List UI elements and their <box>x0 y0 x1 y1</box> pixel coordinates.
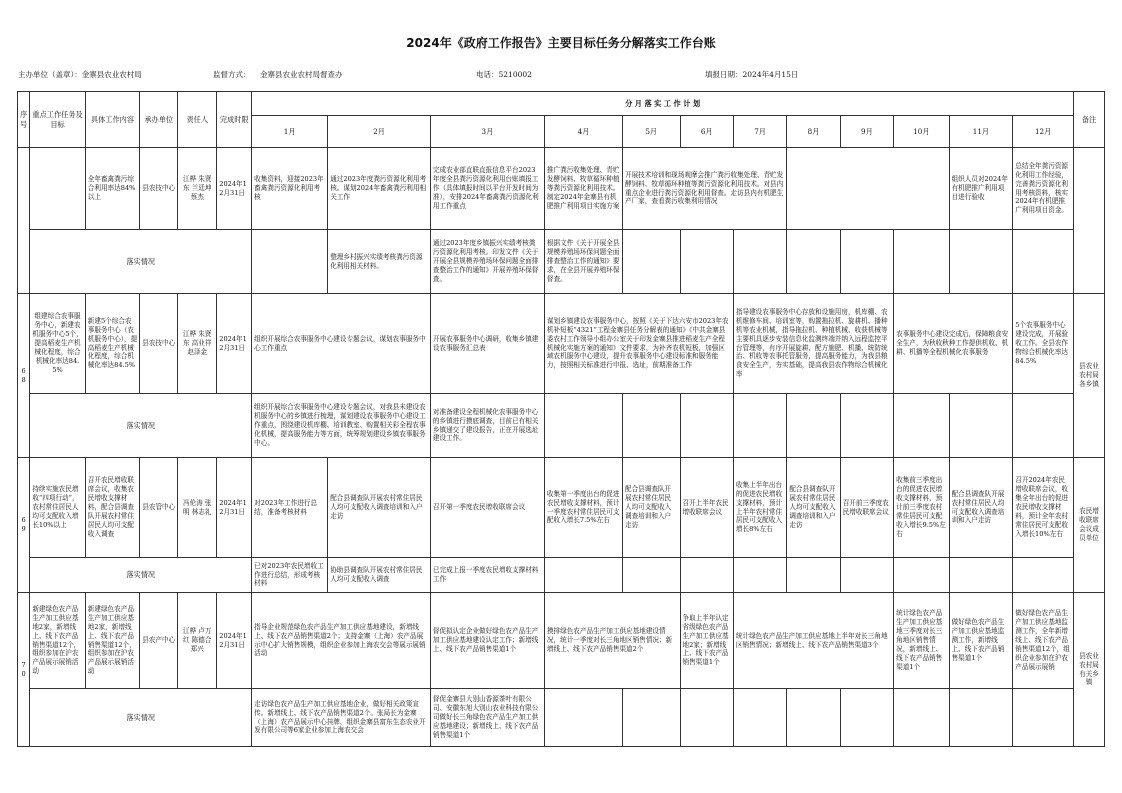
situation-row <box>18 689 1105 747</box>
situation-cell <box>949 230 1013 294</box>
header-content: 具体工作内容 <box>85 92 139 148</box>
row-seq: 69 <box>18 458 30 593</box>
row-content: 新建5个综合农事服务中心（农机服务中心），提高稻麦生产机械化程度，综合机械化率达84.5% <box>85 294 139 394</box>
header-month: 11月 <box>949 116 1013 148</box>
row-month-plan: 组织开展综合农事服务中心建设专题会议，谋划农事服务中心工作重点 <box>252 294 431 394</box>
row-month-plan: 推广粪污收集处理、青贮发酵饲料、牧草循环种植等粪污资源化利用技术。制定2024年金寨县有机肥推广利用项目实施方案 <box>544 148 622 230</box>
row-month-plan: 通过2023年度粪污资源化利用考核。谋划2024年畜禽粪污利用相关工作 <box>328 148 431 230</box>
row-deadline: 2024年12月31日 <box>217 593 252 689</box>
row-month-plan: 开展技术培训和现场观摩会推广粪污收集处理、青贮发酵饲料、牧草循环种植等粪污资源化利用技术。对县内重点企业进行粪污资源化利用督查。走访县内有机肥生产厂家，查看粪污收集利用情况 <box>622 148 786 230</box>
row-goal <box>30 148 85 230</box>
row-month-plan: 收集资料，迎接2023年畜禽粪污资源化利用考核 <box>252 148 328 230</box>
row-month-plan: 对2023年工作进行总结，准备考核材料 <box>252 458 328 558</box>
row-content: 全年畜禽粪污综合利用率达84%以上 <box>85 148 139 230</box>
row-month-plan: 收集第一季度出台的促进农民增收支撑材料，预计一季度农村常住居民可支配收入增长7.5%左右 <box>544 458 622 558</box>
situation-cell <box>840 689 893 747</box>
row-month-plan: 统计绿色农产品生产加工供应基地三季度对长三角地区销售情况，新增线上、线下农产品销售渠道1个 <box>894 593 949 689</box>
row-goal: 新建绿色农产品生产加工供应基地2家，新增线上、线下农产品销售渠道12个，组织参加在沪农产品展示展销活动 <box>30 593 85 689</box>
row-month-plan: 指导企业规范绿色农产品生产加工供应基地建设，新增线上、线下农产品销售渠道2个；支持金寨（上海）农产品展示中心扩大销售规模，组织企业参加上海农交会等展示展销活动 <box>252 593 431 689</box>
row-month-plan: 争取上半年认定省级绿色农产品生产加工供应基地2家；新增线上、线下农产品销售渠道1个 <box>680 593 733 689</box>
header-month: 3月 <box>430 116 544 148</box>
row-note: 农民增收联席会议成员单位 <box>1074 458 1105 593</box>
header-month: 4月 <box>544 116 622 148</box>
situation-cell <box>622 558 680 593</box>
organizer: 主办单位（盖章）：金寨县农业农村局 <box>18 70 142 79</box>
task-row <box>18 294 1105 394</box>
row-month-plan: 总结全年粪污资源化利用工作经验，完善粪污资源化利用考核资料，核实2024年有机肥推广利用项目资金。 <box>1013 148 1074 230</box>
row-month-plan: 召开上半年农民增收联席会议 <box>680 458 733 558</box>
header-month: 10月 <box>894 116 949 148</box>
supervise-method: 金寨县农业农村局督查办 <box>260 70 343 79</box>
row-person: 江桦 朱贤东 高业祥 赵泽金 <box>178 294 217 394</box>
row-content: 新建绿色农产品生产加工供应基地2家，新增线上、线下农产品销售渠道12个，组织参加在沪农产品展示展销活动 <box>85 593 139 689</box>
situation-cell <box>680 230 733 294</box>
situation-cell <box>1013 689 1074 747</box>
header-plan: 分 月 落 实 工 作 计 划 <box>252 92 1074 116</box>
situation-row <box>18 394 1105 458</box>
situation-cell <box>680 558 733 593</box>
situation-cell: 走访绿色农产品生产加工供应基地企业，做好相关政策宣传。新增线上、线下农产品销售渠道2个。张局长为金寨（上海）农产品展示中心挂牌，组织金寨县富东生态农业开发有限公司等6家企业参加上海农交会 <box>252 689 431 747</box>
row-month-plan: 完成农业部直联直报信息平台2023年度全县粪污资源化利用台账填报工作（具体填报时间以平台开发时间为准），安排2024年畜禽粪污资源化利用工作重点 <box>430 148 544 230</box>
row-month-plan: 农事服务中心建设完成后，保障粮食安全生产，为秋收秋种工作提供机收、机耕、机播等全程机械化农事服务 <box>894 294 1013 394</box>
row-month-plan: 统计绿色农产品生产加工供应基地上半年对长三角地区销售情况；新增线上、线下农产品销售渠道3个 <box>733 593 893 689</box>
situation-cell <box>787 230 840 294</box>
situation-cell <box>544 558 622 593</box>
task-row <box>18 148 1105 230</box>
situation-cell: 组织开展综合农事服务中心建设专题会议，对我县未建设农机服务中心的乡镇进行梳理，谋划建设农事服务中心建设工作重点，围绕建设机库棚、培训教室、购置相关彩全程农事化机械，提高服务能力等方面，统筹规划建设乡镇农事服务中心。 <box>252 394 431 458</box>
situation-row <box>18 558 1105 593</box>
row-seq <box>18 148 30 294</box>
header-unit: 承办单位 <box>140 92 178 148</box>
row-month-plan: 做好绿色农产品生产加工供应基地监测工作，全年新增线上、线下农产品销售渠道12个，组织企业参加在沪农产品展示展销 <box>1013 593 1074 689</box>
situation-cell <box>733 230 786 294</box>
situation-cell <box>787 689 840 747</box>
situation-cell: 已对2023年农民增收工作进行总结，形成考核材料 <box>252 558 328 593</box>
situation-label: 落实情况 <box>30 689 252 747</box>
situation-cell <box>544 394 622 458</box>
row-unit: 县农技中心 <box>140 148 178 230</box>
header-seq: 序号 <box>18 92 30 148</box>
situation-cell <box>840 558 893 593</box>
situation-cell <box>1013 558 1074 593</box>
situation-cell <box>252 230 328 294</box>
situation-cell <box>680 394 733 458</box>
row-unit: 县农管中心 <box>140 458 178 558</box>
situation-label: 落实情况 <box>30 230 252 294</box>
row-unit: 县农产中心 <box>140 593 178 689</box>
situation-cell <box>840 230 893 294</box>
row-deadline: 2024年12月31日 <box>217 294 252 394</box>
row-month-plan: 召开第一季度农民增收联席会议 <box>430 458 544 558</box>
situation-cell: 已完成上报一季度农民增收支撑材料工作 <box>430 558 544 593</box>
supervise-label: 监督方式： <box>213 70 251 79</box>
situation-cell <box>622 689 680 747</box>
situation-cell <box>949 558 1013 593</box>
situation-label: 落实情况 <box>30 558 252 593</box>
situation-cell <box>894 394 949 458</box>
header-month: 2月 <box>328 116 431 148</box>
situation-cell <box>622 394 680 458</box>
row-person: 江桦 朱贤东 兰廷坤 蔡杰 <box>178 148 217 230</box>
fill-date: 填报日期：2024年4月15日 <box>705 70 799 79</box>
situation-cell: 对准备建设全程机械化农事服务中心的乡镇进行摸底调查，目前已有相关乡镇递交了建设报告，正在开展选址建设工作。 <box>430 394 544 458</box>
situation-cell <box>894 558 949 593</box>
row-month-plan: 指导建设农事服务中心存放和设施用房，机库棚、农机维修车间、培训室等，购置拖拉机、旋耕机、播种机等农业机械，指导拖拉机、种植机械、收获机械等主要机具逐步安装信息化监测终端并纳入远程监控平台管理等，有序开展旋耕、配方施肥、机播、统防统治、机收等农事托管服务，提高服务能力，为我县粮食安全生产，夯实基础，提高我县农作物综合机械化率 <box>733 294 893 394</box>
task-row <box>18 593 1105 689</box>
page-title: 2024年《政府工作报告》主要目标任务分解落实工作台账 <box>406 36 716 50</box>
header-month: 1月 <box>252 116 328 148</box>
situation-cell <box>733 689 786 747</box>
row-month-plan: 摸排绿色农产品生产加工供应基地建设情况，统计一季度对长三角地区销售情况；新增线上、线下农产品销售渠道2个 <box>544 593 680 689</box>
header-month: 9月 <box>840 116 893 148</box>
header-person: 责任人 <box>178 92 217 148</box>
row-month-plan: 收集上半年出台的促进农民增收支撑材料，预计上半年农村常住居民可支配收入增长8%左右 <box>733 458 786 558</box>
situation-cell <box>840 394 893 458</box>
row-month-plan: 召开前三季度农民增收联席会议 <box>840 458 893 558</box>
situation-row <box>18 230 1105 294</box>
row-month-plan: 5个农事服务中心建设完成，开展验收工作。全县农作物综合机械化率达84.5% <box>1013 294 1074 394</box>
header-goal: 重点工作任务及目标 <box>30 92 85 148</box>
row-seq: 68 <box>18 294 30 458</box>
situation-cell <box>787 394 840 458</box>
row-month-plan: 配合县调查队开展农村常住居民人均可支配收入调查培训和入户走访 <box>328 458 431 558</box>
header-month: 6月 <box>680 116 733 148</box>
row-month-plan: 收集前三季度出台的促进农民增收支撑材料，预计前三季度农村常住居民可支配收入增长9.5%左右 <box>894 458 949 558</box>
row-month-plan: 做好绿色农产品生产加工供应基地监测工作，新增线上、线下农产品销售渠道1个 <box>949 593 1013 689</box>
situation-label: 落实情况 <box>30 394 252 458</box>
task-row <box>18 458 1105 558</box>
phone: 电话：5210002 <box>476 70 532 79</box>
situation-cell <box>949 394 1013 458</box>
situation-cell <box>894 689 949 747</box>
row-note: 县农业农村局有关乡镇 <box>1074 593 1105 747</box>
situation-cell <box>733 558 786 593</box>
header-deadline: 完成时限 <box>217 92 252 148</box>
situation-cell: 整理乡村振兴实绩考核粪污资源化利用相关材料。 <box>328 230 431 294</box>
situation-cell <box>544 689 622 747</box>
row-person: 江桦 卢万红 陈德合 郑兴 <box>178 593 217 689</box>
situation-cell <box>680 689 733 747</box>
row-month-plan <box>787 148 949 230</box>
situation-cell <box>1013 394 1074 458</box>
row-month-plan: 配合县调查队开展农村常住居民人均可支配收入调查培训和入户走访 <box>949 458 1013 558</box>
situation-cell: 通过2023年度乡镇振兴实绩考核粪污资源化利用考核。印发文件《关于开展全县规模养殖场环保问题全面排查整治工作的通知》开展养殖环保督查。 <box>430 230 544 294</box>
row-month-plan: 配合县调查队开展农村常住居民人均可支配收入调查培训和入户走访 <box>622 458 680 558</box>
row-goal: 组建综合农事服务中心，新建农机服务中心5个，提高稻麦生产机械化程度，综合机械化率达84.5% <box>30 294 85 394</box>
row-seq: 70 <box>18 593 30 747</box>
situation-cell <box>894 230 949 294</box>
row-note <box>1074 148 1105 294</box>
header-month: 5月 <box>622 116 680 148</box>
situation-cell: 督促金寨县大别山香源茶叶有限公司、安徽东旭大别山农业科技有限公司做好长三角绿色农产品生产加工供应基地建设；新增线上、线下农产品销售渠道1个 <box>430 689 544 747</box>
header-month: 8月 <box>787 116 840 148</box>
row-deadline: 2024年12月31日 <box>217 458 252 558</box>
row-month-plan: 开展农事服务中心调研，收集乡镇建设农事服务汇总表 <box>430 294 544 394</box>
row-person: 冯伦涛 张明 林志礼 <box>178 458 217 558</box>
header-note: 备注 <box>1074 92 1105 148</box>
row-month-plan: 配合县调查队开展农村常住居民人均可支配收入调查培训和入户走访 <box>787 458 840 558</box>
header-month: 12月 <box>1013 116 1074 148</box>
situation-cell <box>1013 230 1074 294</box>
task-table <box>17 91 1105 747</box>
row-content: 召开农民增收联席会议，收集农民增收支撑材料，配合县调查队开展农村常住居民人均可支配收入调查 <box>85 458 139 558</box>
row-month-plan: 召开2024年农民增收联席会议，收集全年出台的促进农民增收支撑材料，预计全年农村常住居民可支配收入增长10%左右 <box>1013 458 1074 558</box>
row-month-plan: 谋划乡镇建设农事服务中心，按照《关于下达六安市2023年农机补短板“4321”工程金寨县任务分解表的通知》《中共金寨县委农村工作领导小组办公室关于印发金寨县推进稻麦生产全程机械化实施方案的通知》文件要求，为补齐农机短板，加强区域农机服务中心建设，提升农事服务中心建设标准和服务能力，按照相关标准进行申报、选址，前期准备工作 <box>544 294 733 394</box>
situation-cell <box>787 558 840 593</box>
row-month-plan: 督促拟认定企业做好绿色农产品生产加工供应基地建设认定工作；新增线上、线下农产品销售渠道1个 <box>430 593 544 689</box>
row-goal: 持续实施农民增收“四项行动”，农村常住居民人均可支配收入增长10%以上 <box>30 458 85 558</box>
situation-cell <box>949 689 1013 747</box>
row-note: 县农业农村局各乡镇 <box>1074 294 1105 458</box>
situation-cell <box>733 394 786 458</box>
situation-cell <box>622 230 680 294</box>
row-unit: 县农技中心 <box>140 294 178 394</box>
situation-cell: 根据文件《关于开展全县规模养殖场环保问题全面排查整治工作的通知》要求，在全县开展养殖环保督查。 <box>544 230 622 294</box>
row-deadline: 2024年12月31日 <box>217 148 252 230</box>
situation-cell: 协助县调查队开展农村常住居民人均可支配收入调查 <box>328 558 431 593</box>
header-month: 7月 <box>733 116 786 148</box>
row-month-plan: 组织人员对2024年有机肥推广利用项目进行验收 <box>949 148 1013 230</box>
